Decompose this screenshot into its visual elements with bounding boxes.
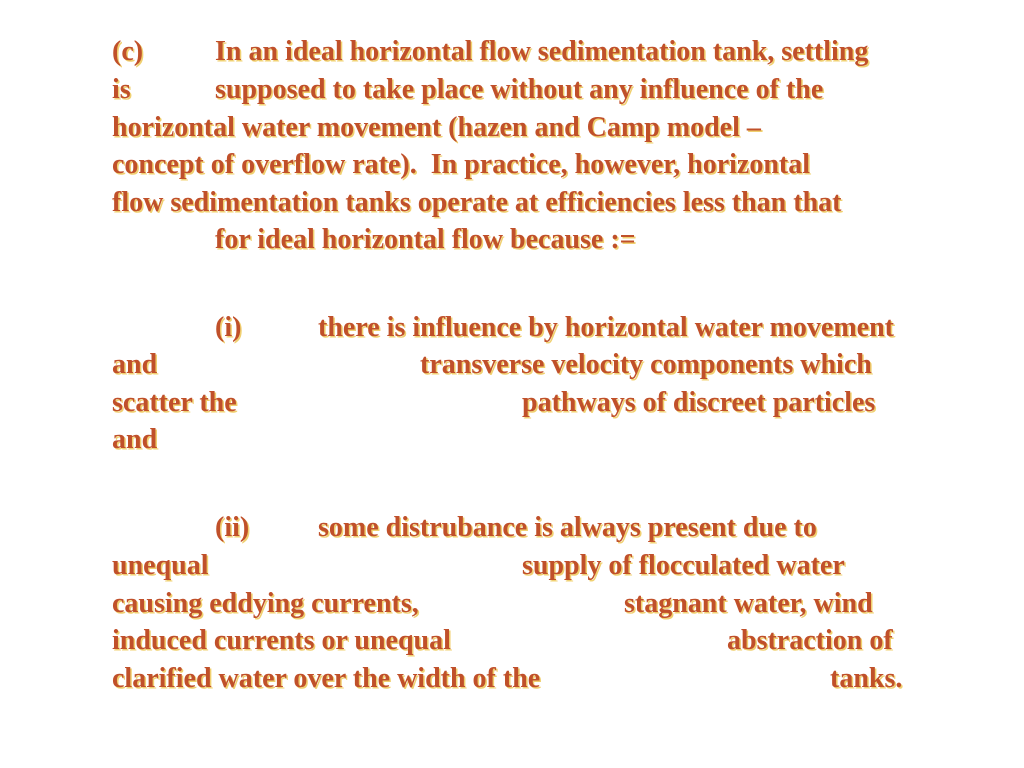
item-ii-line: stagnant water, wind [624,588,873,619]
item-ii-line: abstraction of [727,625,893,656]
paragraph-c-line: concept of overflow rate). In practice, however, horizontal [112,149,811,180]
item-ii-line: some distrubance is always present due to [318,512,817,543]
paragraph-c-line: In an ideal horizontal flow sedimentation tank, settling [215,36,869,67]
item-i-label: (i) [215,312,242,343]
item-i-line: and [112,424,158,455]
item-ii-line: clarified water over the width of the [112,663,541,694]
item-i-line: transverse velocity components which [420,349,872,380]
item-ii-line: unequal [112,550,209,581]
paragraph-c-line: is [112,74,131,105]
item-i-line: pathways of discreet particles [522,387,876,418]
item-ii-line: tanks. [830,663,903,694]
item-ii-label: (ii) [215,512,250,543]
item-ii-line: causing eddying currents, [112,588,419,619]
paragraph-c-line: supposed to take place without any influence of the [215,74,824,105]
item-ii-line: induced currents or unequal [112,625,451,656]
paragraph-c-line: for ideal horizontal flow because := [215,224,636,255]
paragraph-c-line: horizontal water movement (hazen and Camp model – [112,112,761,143]
paragraph-c-label: (c) [112,36,144,67]
item-i-line: and [112,349,158,380]
item-ii-line: supply of flocculated water [522,550,845,581]
paragraph-c-line: flow sedimentation tanks operate at efficiencies less than that [112,187,842,218]
item-i-line: there is influence by horizontal water movement [318,312,894,343]
item-i-line: scatter the [112,387,237,418]
